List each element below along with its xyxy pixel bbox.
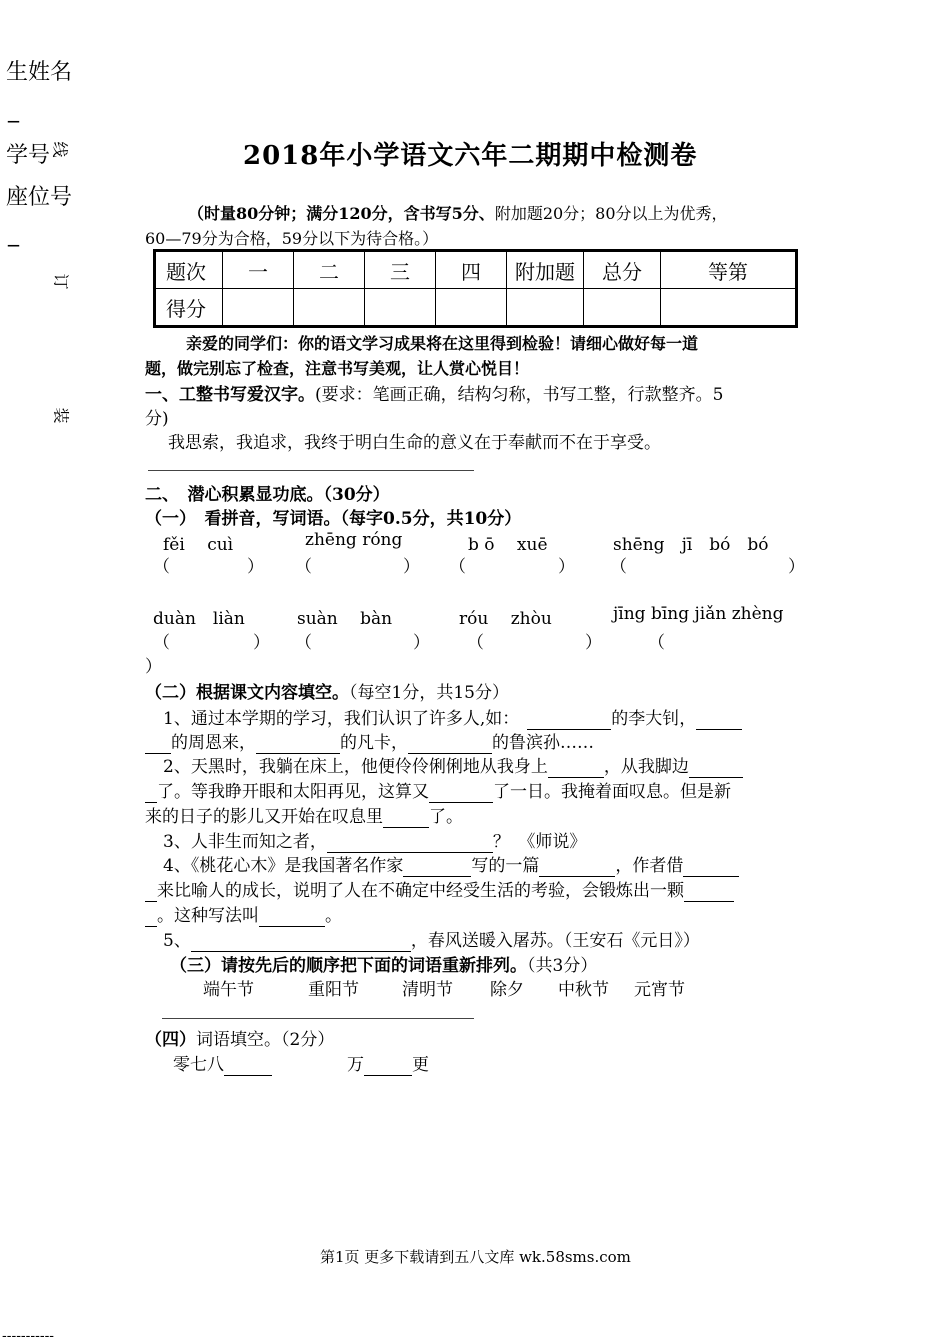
exam-info-line2: 60—79分为合格，59分以下为待合格。） <box>145 229 439 248</box>
score-cell[interactable] <box>223 289 294 327</box>
q1-text: 的周恩来， <box>171 733 256 753</box>
q2-text: 了。等我睁开眼和太阳再见，这算又 <box>157 782 429 802</box>
idiom-1 <box>173 1050 272 1076</box>
part2-heading-bold: （二）根据课文内容填空。 <box>145 683 349 703</box>
answer-paren-open: （ <box>648 633 665 653</box>
page-title: 2018年小学语文六年二期期中检测卷 <box>243 141 698 171</box>
header-cell: 附加题 <box>507 251 584 289</box>
q2-text: 了。 <box>429 807 463 827</box>
q2-text: ，从我脚边 <box>603 757 689 777</box>
answer-paren-open: （ <box>610 557 627 577</box>
section1-heading <box>145 380 723 405</box>
question-2-line2 <box>145 777 731 803</box>
idiom-text: 更 <box>412 1055 429 1075</box>
fill-blank[interactable] <box>145 733 171 754</box>
q1-text: 的李大钊， <box>611 709 697 729</box>
part3-heading-bold: （三）请按先后的顺序把下面的词语重新排列。 <box>170 956 527 976</box>
part4-heading <box>145 1025 334 1050</box>
answer-paren-open: （ <box>153 557 170 577</box>
answer-paren-open: （ <box>295 557 312 577</box>
pinyin-item: b ō xuē <box>468 535 548 555</box>
q1-text: 的凡卡， <box>340 733 408 753</box>
header-cell: 四 <box>436 251 507 289</box>
fill-blank[interactable] <box>191 931 411 952</box>
q4-text: 来比喻人的成长，说明了人在不确定中经受生活的考验，会锻炼出一颗 <box>157 881 684 901</box>
fill-blank[interactable] <box>383 807 429 828</box>
score-cell[interactable] <box>436 289 507 327</box>
q4-text: 。 <box>325 906 342 926</box>
section2-heading: 二、 潜心积累显功底。（30分） <box>145 485 390 505</box>
festival-item: 重阳节 <box>308 980 359 1000</box>
fill-blank[interactable] <box>364 1055 412 1076</box>
q2-text: 来的日子的影儿又开始在叹息里 <box>145 807 383 827</box>
answer-paren-close: ） <box>403 557 420 577</box>
fill-blank[interactable] <box>256 733 340 754</box>
answer-paren-open: （ <box>295 633 312 653</box>
score-cell[interactable] <box>365 289 436 327</box>
answer-paren-close: ） <box>247 557 264 577</box>
question-3 <box>163 827 586 853</box>
pinyin-item: shēng jī bó bó <box>613 535 769 555</box>
bottom-cut-line: ----------- <box>2 1328 55 1344</box>
part3-heading <box>170 951 597 976</box>
fill-blank[interactable] <box>145 782 157 803</box>
festival-item: 除夕 <box>490 980 524 1000</box>
q2-text: 2、天黑时，我躺在床上，他便伶伶俐俐地从我身上 <box>163 757 548 777</box>
pinyin-item: suàn bàn <box>297 609 393 629</box>
exam-info <box>188 201 728 224</box>
question-1-line1 <box>163 704 742 730</box>
header-cell: 总分 <box>584 251 661 289</box>
question-4-line2 <box>145 876 734 902</box>
writing-line[interactable] <box>162 1018 474 1019</box>
question-4-line3 <box>145 901 342 927</box>
part3-heading-normal: （共3分） <box>527 956 598 976</box>
writing-line[interactable] <box>148 470 474 471</box>
answer-paren-close: ） <box>558 557 575 577</box>
score-cell[interactable] <box>507 289 584 327</box>
fill-blank[interactable] <box>689 757 743 778</box>
question-1-line2 <box>145 728 594 754</box>
fill-blank[interactable] <box>527 709 611 730</box>
binding-zhuang-char: 装 <box>51 407 71 424</box>
header-cell: 三 <box>365 251 436 289</box>
q4-text: 。这种写法叫 <box>157 906 259 926</box>
idiom-2 <box>347 1050 429 1076</box>
exam-info-normal: 附加题20分；80分以上为优秀， <box>494 204 728 223</box>
greeting-line2: 题，做完别忘了检查，注意书写美观，让人赏心悦目！ <box>145 359 530 378</box>
q3-text: ？ 《师说》 <box>492 832 587 852</box>
question-2-line1 <box>163 752 743 778</box>
idiom-text: 万 <box>347 1055 364 1075</box>
section1-heading-bold: 一、工整书写爱汉字。 <box>145 385 315 405</box>
q1-text: 1、通过本学期的学习，我们认识了许多人,如： <box>163 709 520 729</box>
pinyin-item: duàn liàn <box>153 609 245 629</box>
answer-paren-close: ） <box>788 557 805 577</box>
festival-item: 元宵节 <box>634 980 685 1000</box>
fill-blank[interactable] <box>429 782 493 803</box>
answer-paren-close: ） <box>145 657 162 677</box>
answer-paren-open: （ <box>449 557 466 577</box>
header-cell: 二 <box>294 251 365 289</box>
score-cell[interactable] <box>661 289 797 327</box>
student-id-label: 学号 <box>6 143 51 168</box>
q3-text: 3、人非生而知之者， <box>163 832 327 852</box>
part4-heading-bold: （四） <box>145 1030 196 1050</box>
name-blank: _ <box>8 98 19 123</box>
part1-heading: （一） 看拼音，写词语。（每字0.5分，共10分） <box>145 509 522 529</box>
fill-blank[interactable] <box>145 881 157 902</box>
q2-text: 了一日。我掩着面叹息。但是新 <box>493 782 731 802</box>
q5-text: 5、 <box>163 931 191 951</box>
score-row-label: 得分 <box>155 289 223 327</box>
q4-text: ，作者借 <box>615 856 684 876</box>
header-cell: 题次 <box>155 251 223 289</box>
score-table-header-row <box>155 251 797 289</box>
pinyin-item: zhēng róng <box>305 530 403 550</box>
question-4-line1 <box>163 851 739 877</box>
part4-heading-normal: 词语填空。（2分） <box>196 1030 335 1050</box>
seat-number-label: 座位号 <box>6 185 73 210</box>
section1-sentence: 我思索，我追求，我终于明白生命的意义在于奉献而不在于享受。 <box>168 433 661 453</box>
question-2-line3 <box>145 802 463 828</box>
score-cell[interactable] <box>584 289 661 327</box>
answer-paren-open: （ <box>153 633 170 653</box>
part2-heading <box>145 678 509 703</box>
header-cell: 一 <box>223 251 294 289</box>
pinyin-item: róu zhòu <box>459 609 552 629</box>
greeting-line1: 亲爱的同学们：你的语文学习成果将在这里得到检验！请细心做好每一道 <box>186 334 699 353</box>
fill-blank[interactable] <box>224 1055 272 1076</box>
q4-text: 写的一篇 <box>471 856 540 876</box>
fill-blank[interactable] <box>539 856 615 877</box>
festival-item: 端午节 <box>203 980 254 1000</box>
fill-blank[interactable] <box>327 832 493 853</box>
pinyin-item: jīng bīng jiǎn zhèng <box>613 604 784 624</box>
festival-item: 清明节 <box>402 980 453 1000</box>
q1-text: 的鲁滨孙…… <box>492 733 594 753</box>
fill-blank[interactable] <box>683 856 739 877</box>
fill-blank[interactable] <box>408 733 492 754</box>
section1-heading-normal: (要求：笔画正确，结构匀称，书写工整，行款整齐。5 <box>315 385 724 405</box>
header-cell: 等第 <box>661 251 797 289</box>
seat-blank: _ <box>8 222 19 247</box>
q5-text: ，春风送暖入屠苏。（王安石《元日》） <box>410 931 700 951</box>
fill-blank[interactable] <box>145 906 157 927</box>
score-cell[interactable] <box>294 289 365 327</box>
fill-blank[interactable] <box>403 856 471 877</box>
section1-heading-cont: 分) <box>145 409 169 429</box>
page-footer: 第1页 更多下载请到五八文库 wk.58sms.com <box>320 1248 631 1266</box>
score-table <box>153 249 798 328</box>
fill-blank[interactable] <box>259 906 325 927</box>
answer-paren-open: （ <box>467 633 484 653</box>
pinyin-item: fěi cuì <box>163 535 234 555</box>
binding-line-char: 线 <box>50 141 70 158</box>
binding-ding-char: 订 <box>51 273 71 290</box>
part2-heading-normal: （每空1分，共15分） <box>349 683 509 703</box>
fill-blank[interactable] <box>684 881 734 902</box>
answer-paren-close: ） <box>413 633 430 653</box>
score-table-score-row <box>155 289 797 327</box>
question-5 <box>163 926 700 952</box>
answer-paren-close: ） <box>585 633 602 653</box>
student-name-label: 生姓名 <box>6 60 73 85</box>
fill-blank[interactable] <box>548 757 604 778</box>
exam-info-bold: （时量80分钟；满分120分，含书写5分、 <box>188 204 495 223</box>
q4-text: 4、《桃花心木》是我国著名作家 <box>163 856 404 876</box>
fill-blank[interactable] <box>696 709 742 730</box>
festival-item: 中秋节 <box>558 980 609 1000</box>
answer-paren-close: ） <box>253 633 270 653</box>
idiom-text: 零七八 <box>173 1055 224 1075</box>
